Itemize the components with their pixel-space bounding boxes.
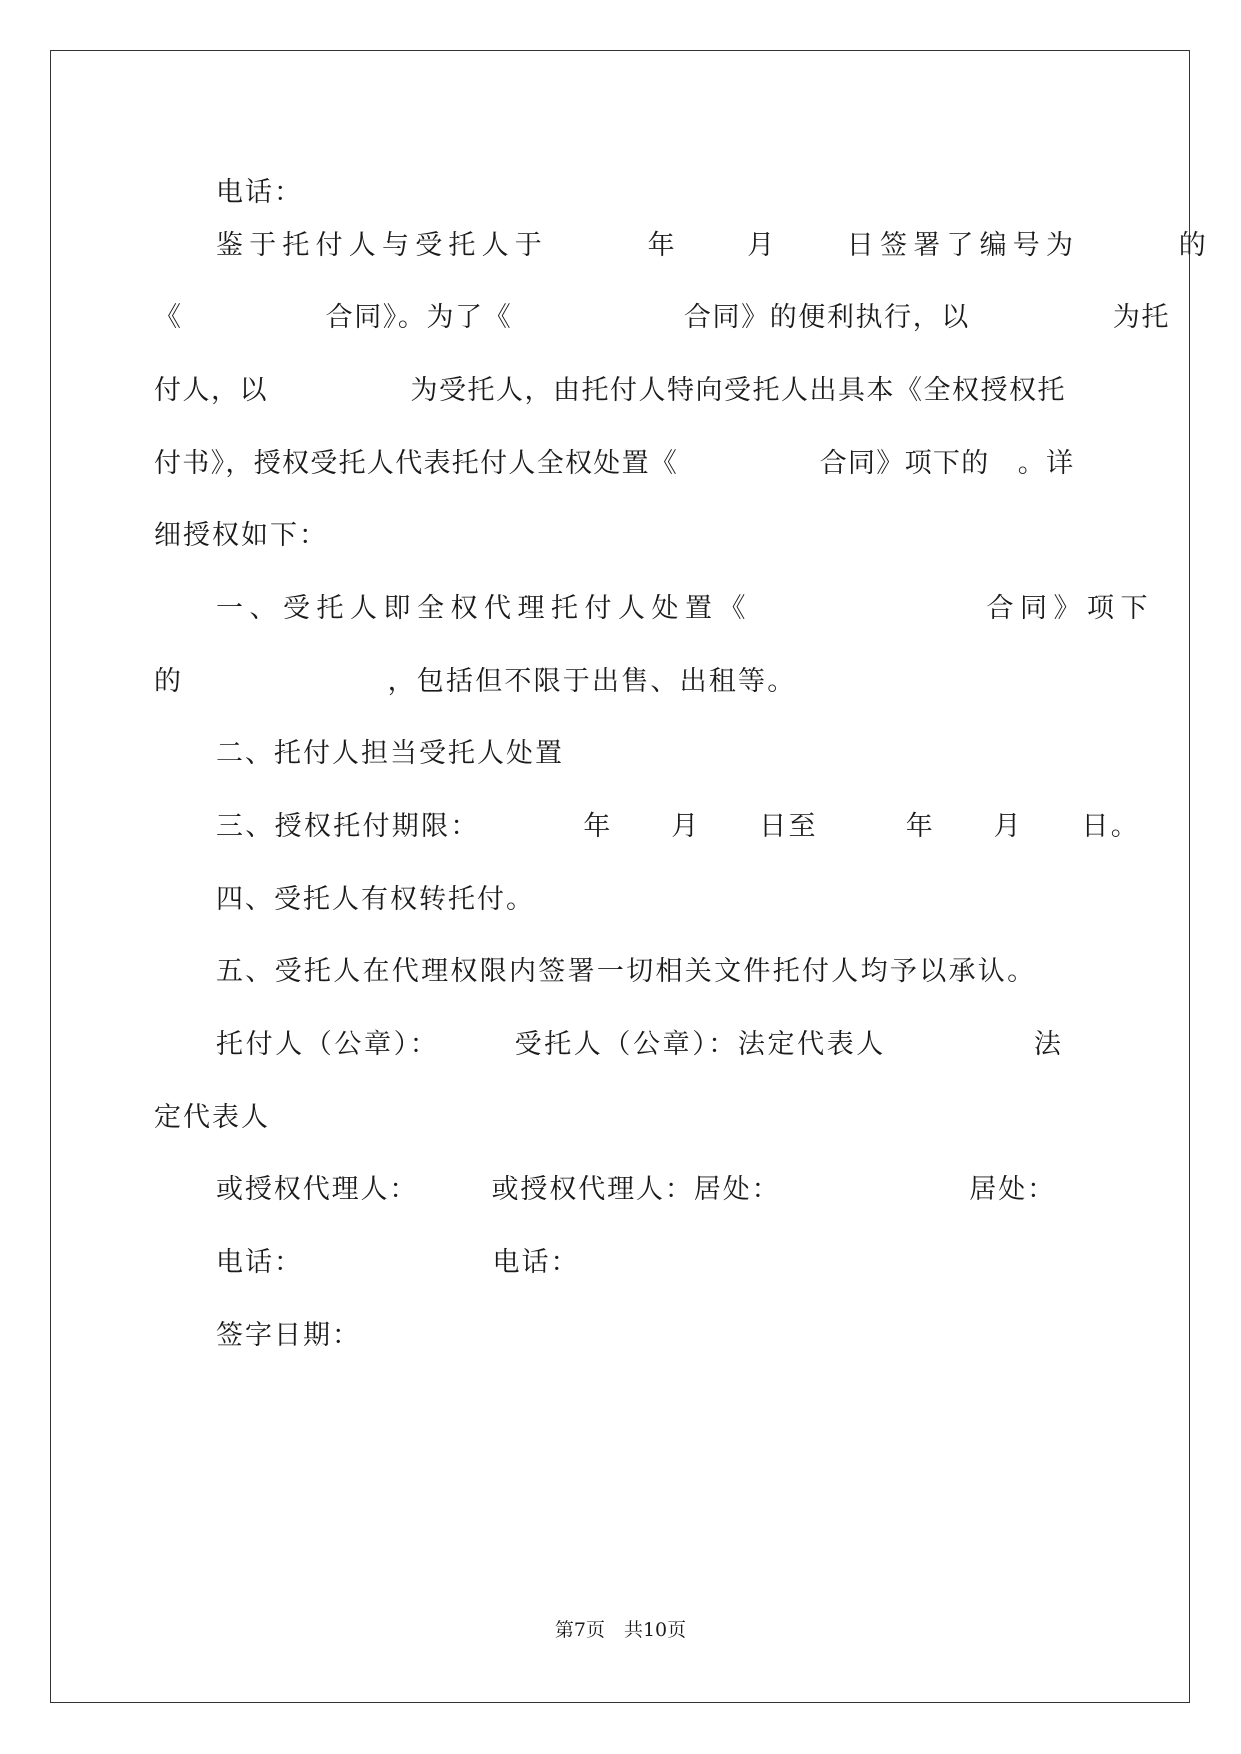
clause-three: 三、授权托付期限： 年 月 日至 年 月 日。 [216, 811, 1141, 842]
signature-date-line: 签字日期： [216, 1320, 361, 1351]
paragraph-line-5: 细授权如下： [154, 520, 328, 551]
clause-five: 五、受托人在代理权限内签署一切相关文件托付人均予以承认。 [216, 956, 1037, 987]
paragraph-line-3: 付人，以 为受托人，由托付人特向受托人出具本《全权授权托 [154, 375, 1066, 406]
phone-line-top: 电话： [216, 177, 303, 208]
signature-agent-line: 或授权代理人： 或授权代理人：居处： 居处： [216, 1174, 1056, 1205]
clause-four: 四、受托人有权转托付。 [216, 884, 535, 915]
clause-two: 二、托付人担当受托人处置 [216, 738, 564, 769]
signature-phone-line: 电话： 电话： [216, 1247, 580, 1278]
clause-one-line-1: 一、受托人即全权代理托付人处置《 合同》项下 [216, 593, 1154, 624]
page-border [50, 50, 1190, 1703]
signature-legal-rep-cont: 定代表人 [154, 1102, 270, 1133]
paragraph-line-4: 付书》，授权受托人代表托付人全权处置《 合同》项下的 。详 [154, 448, 1075, 479]
signature-principal-line: 托付人（公章）： 受托人（公章）：法定代表人 法 [216, 1029, 1064, 1060]
paragraph-line-1: 鉴于托付人与受托人于 年 月 日签署了编号为 的 [216, 230, 1212, 261]
clause-one-line-2: 的 ，包括但不限于出售、出租等。 [154, 666, 797, 697]
page-number-footer: 第7页 共10页 [554, 1619, 687, 1641]
paragraph-line-2: 《 合同》。为了《 合同》的便利执行，以 为托 [154, 302, 1171, 333]
